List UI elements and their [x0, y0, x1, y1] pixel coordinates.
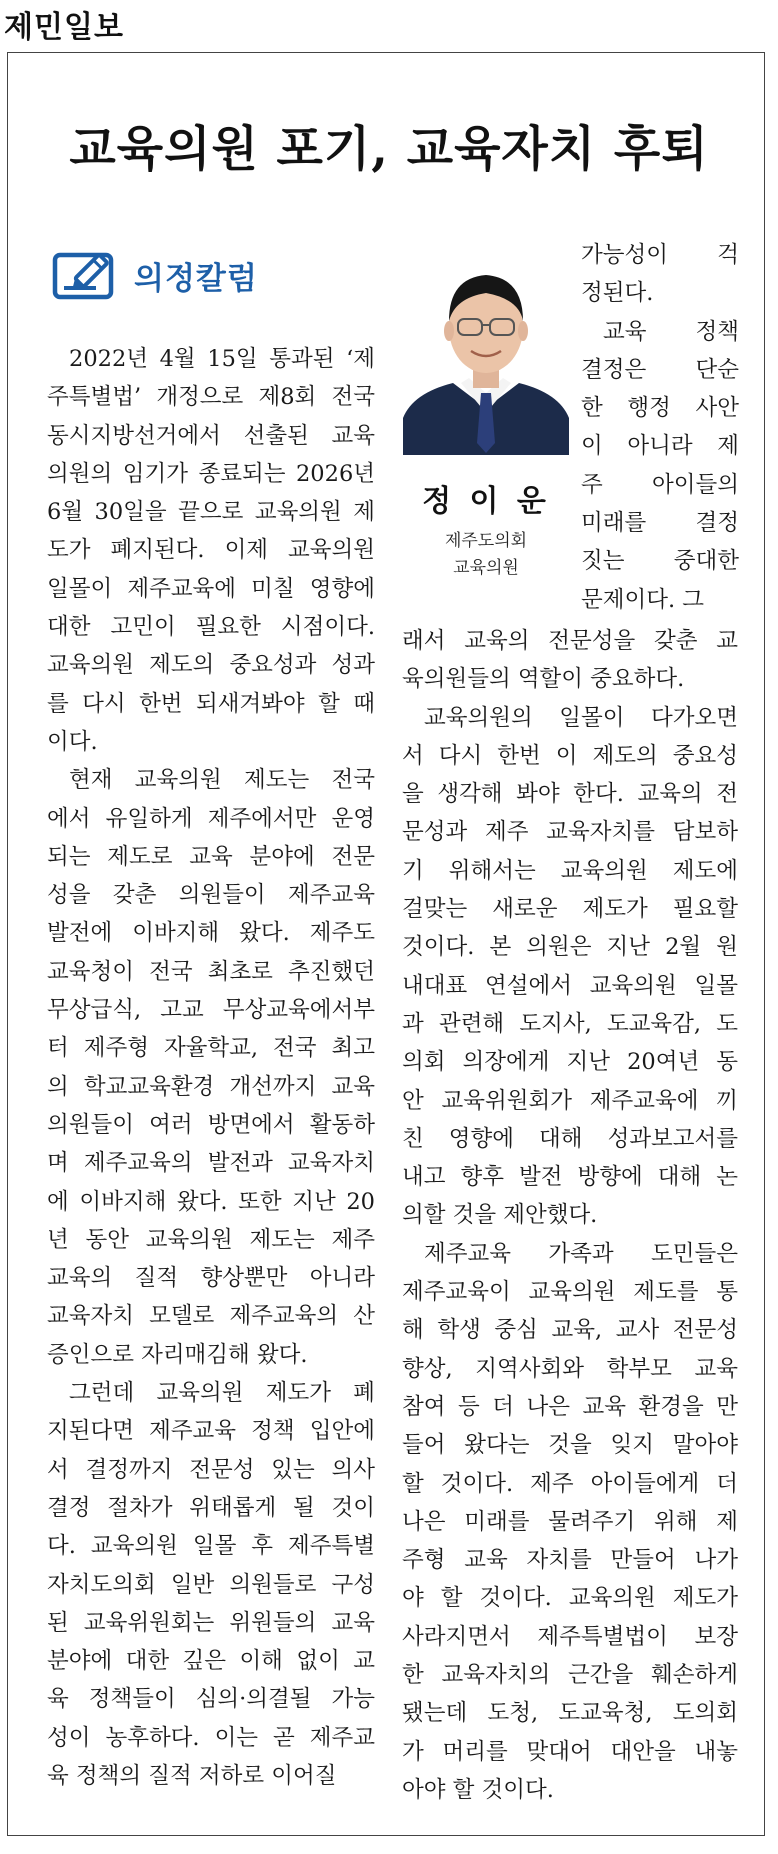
author-role-line: 교육의원	[453, 558, 519, 578]
text-line: 육 정책의 질적 저하로 이어질	[47, 1762, 337, 1789]
text-line: 안 교육위원회가 제주교육에 끼	[402, 1087, 738, 1114]
text-line: 일몰이 제주교육에 미칠 영향에	[47, 575, 375, 602]
text-line: 됐는데 도청, 도교육청, 도의회	[402, 1700, 738, 1727]
text-line: 해 학생 중심 교육, 교사 전문성	[402, 1317, 738, 1344]
text-line: 한 행정 사안	[581, 395, 739, 422]
text-line: 되는 제도로 교육 분야에 전문	[47, 843, 375, 870]
text-line: 한 교육자치의 근간을 훼손하게	[402, 1662, 738, 1689]
text-line: 동시지방선거에서 선출된 교육	[47, 422, 375, 449]
author-role-line: 제주도의회	[444, 531, 528, 551]
column-tag-label: 의정칼럼	[134, 260, 258, 297]
right-wide-column-text	[402, 622, 738, 1809]
text-line: 지된다면 제주교육 정책 입안에	[47, 1418, 375, 1445]
text-line: 가 머리를 맞대어 대안을 내놓	[402, 1738, 738, 1765]
text-line: 년 동안 교육의원 제도는 제주	[47, 1226, 375, 1253]
text-line: 나은 미래를 물려주기 위해 제	[402, 1508, 738, 1535]
text-line: 미래를 결정	[581, 510, 739, 537]
text-line: 서 다시 한번 이 제도의 중요성	[402, 742, 738, 769]
text-line: 터 제주형 자율학교, 전국 최고	[47, 1035, 375, 1062]
text-line: 짓는 중대한	[581, 548, 739, 575]
text-line: 의 학교교육환경 개선까지 교육	[47, 1073, 375, 1100]
text-line: 자치도의회 일반 의원들로 구성	[47, 1571, 375, 1598]
text-line: 대한 고민이 필요한 시점이다.	[47, 614, 375, 641]
text-line: 성이 농후하다. 이는 곧 제주교	[47, 1724, 375, 1751]
text-line: 된 교육위원회는 위원들의 교육	[47, 1609, 375, 1636]
text-line: 분야에 대한 깊은 이해 없이 교	[47, 1648, 375, 1675]
text-line: 걸맞는 새로운 제도가 필요할	[402, 896, 738, 923]
text-line: 주 아이들의	[581, 471, 739, 498]
text-line: 기 위해서는 교육의원 제도에	[402, 857, 738, 884]
text-line: 이 아니라 제	[581, 433, 739, 460]
text-line: 할 것이다. 제주 아이들에게 더	[402, 1470, 738, 1497]
text-line: 무상급식, 고교 무상교육에서부	[47, 997, 375, 1024]
text-line: 2022년 4월 15일 통과된 ‘제	[69, 346, 375, 372]
text-line: 결정 절차가 위태롭게 될 것이	[47, 1494, 375, 1521]
text-line: 가능성이 걱	[581, 242, 739, 268]
text-line: 6월 30일을 끝으로 교육의원 제	[47, 499, 375, 526]
text-line: 내고 향후 발전 방향에 대해 논	[402, 1164, 738, 1191]
text-line: 의회 의장에게 지난 20여년 동	[402, 1049, 738, 1076]
text-line: 문제이다. 그	[581, 586, 704, 613]
text-line: 발전에 이바지해 왔다. 제주도	[47, 920, 375, 947]
text-line: 교육청이 전국 최초로 추진했던	[47, 958, 375, 985]
text-line: 이다.	[47, 728, 98, 755]
text-line: 며 제주교육의 발전과 교육자치	[47, 1150, 375, 1177]
text-line: 의원의 임기가 종료되는 2026년	[47, 460, 375, 487]
text-line: 제주교육이 교육의원 제도를 통	[402, 1279, 738, 1306]
author-role	[403, 528, 569, 582]
text-line: 것이다. 본 의원은 지난 2월 원	[402, 934, 738, 961]
text-line: 의할 것을 제안했다.	[402, 1202, 598, 1229]
text-line: 그런데 교육의원 제도가 폐	[69, 1380, 375, 1407]
article-headline: 교육의원 포기, 교육자치 후퇴	[69, 121, 709, 177]
text-line: 주특별법’ 개정으로 제8회 전국	[47, 384, 375, 411]
text-line: 을 생각해 봐야 한다. 교육의 전	[402, 781, 738, 808]
text-line: 참여 등 더 나은 교육 환경을 만	[402, 1393, 738, 1420]
left-column-text	[47, 340, 375, 1795]
author-photo	[403, 243, 569, 455]
author-portrait-illustration	[403, 243, 569, 455]
text-line: 야 할 것이다. 교육의원 제도가	[402, 1585, 738, 1612]
text-line: 향상, 지역사회와 학부모 교육	[402, 1355, 738, 1382]
text-line: 교육의원 제도의 중요성과 성과	[47, 652, 375, 679]
text-line: 의원들이 여러 방면에서 활동하	[47, 1111, 375, 1138]
text-line: 다. 교육의원 일몰 후 제주특별	[47, 1533, 375, 1560]
text-line: 친 영향에 대해 성과보고서를	[402, 1125, 738, 1152]
pen-writing-icon	[52, 248, 118, 302]
text-line: 내대표 연설에서 교육의원 일몰	[402, 972, 738, 999]
text-line: 에서 유일하게 제주에서만 운영	[47, 805, 375, 832]
text-line: 현재 교육의원 제도는 전국	[69, 767, 375, 794]
text-line: 아야 할 것이다.	[402, 1776, 554, 1803]
text-line: 교육 정책	[603, 318, 739, 345]
text-line: 제주교육 가족과 도민들은	[424, 1240, 738, 1267]
text-line: 를 다시 한번 되새겨봐야 할 때	[47, 690, 375, 717]
text-line: 문성과 제주 교육자치를 담보하	[402, 819, 738, 846]
text-line: 증인으로 자리매김해 왔다.	[47, 1341, 308, 1368]
text-line: 정된다.	[581, 280, 654, 307]
column-tag	[52, 248, 258, 302]
text-line: 결정은 단순	[581, 356, 739, 383]
newspaper-masthead: 제민일보	[4, 10, 124, 45]
text-line: 육 정책들이 심의·의결될 가능	[47, 1686, 375, 1713]
text-line: 에 이바지해 왔다. 또한 지난 20	[47, 1188, 375, 1215]
text-line: 주형 교육 자치를 만들어 나가	[402, 1547, 738, 1574]
text-line: 교육의원의 일몰이 다가오면	[424, 704, 738, 731]
text-line: 과 관련해 도지사, 도교육감, 도	[402, 1010, 738, 1037]
text-line: 사라지면서 제주특별법이 보장	[402, 1623, 738, 1650]
text-line: 교육의 질적 향상뿐만 아니라	[47, 1265, 375, 1292]
text-line: 도가 폐지된다. 이제 교육의원	[47, 537, 375, 564]
text-line: 육의원들의 역할이 중요하다.	[402, 666, 685, 693]
author-name: 정 이 운	[422, 484, 550, 519]
right-narrow-column-text	[581, 236, 739, 619]
text-line: 들어 왔다는 것을 잊지 말아야	[402, 1432, 738, 1459]
text-line: 성을 갖춘 의원들이 제주교육	[47, 882, 375, 909]
text-line: 래서 교육의 전문성을 갖춘 교	[402, 628, 738, 654]
text-line: 교육자치 모델로 제주교육의 산	[47, 1303, 375, 1330]
text-line: 서 결정까지 전문성 있는 의사	[47, 1456, 375, 1483]
